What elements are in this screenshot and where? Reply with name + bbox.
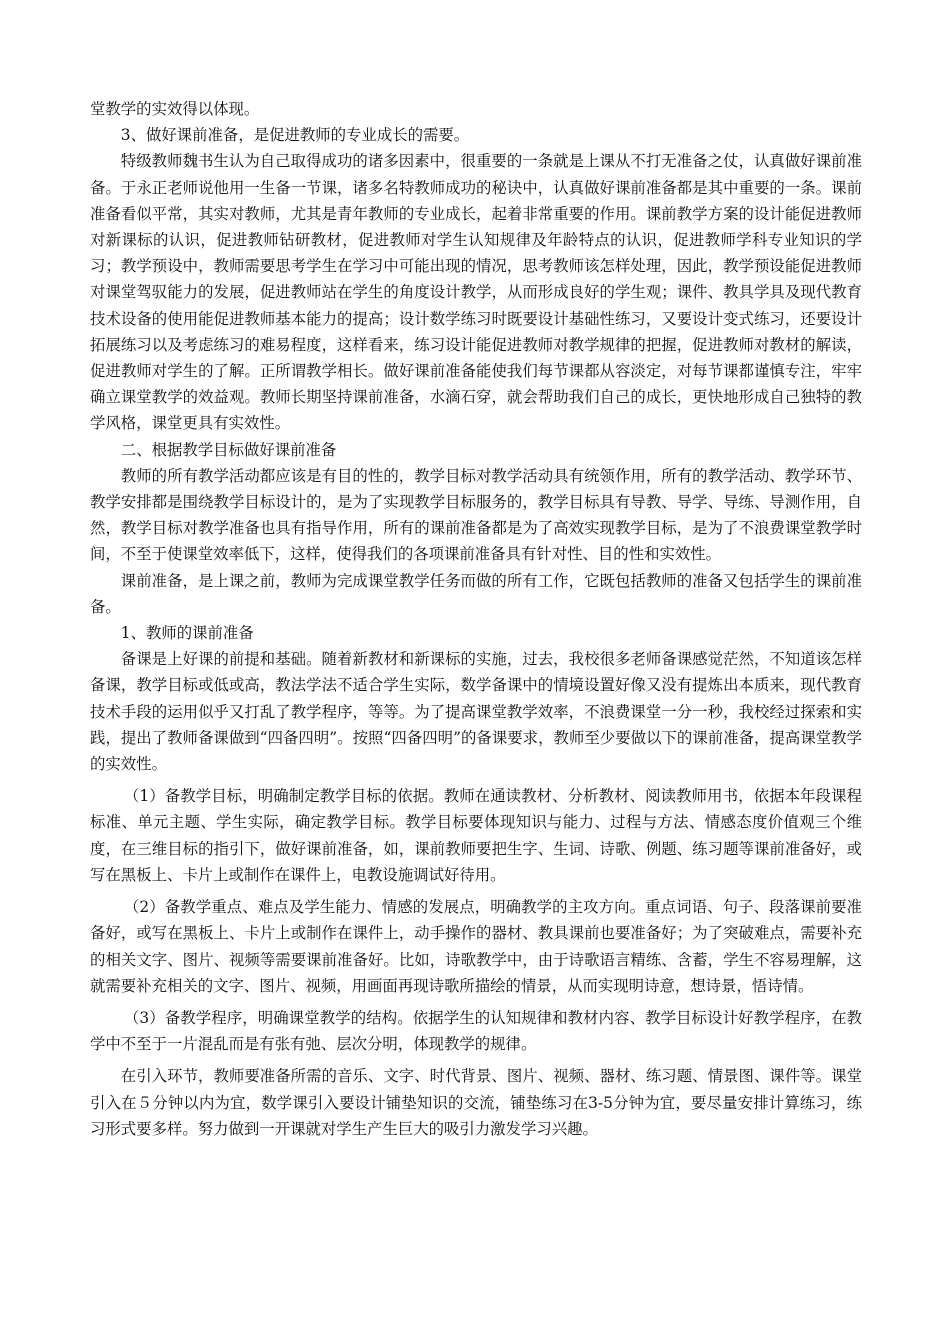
heading-1-teacher-preparation: 1、教师的课前准备 (120, 624, 254, 643)
paragraph-item-2: （2）备教学重点、难点及学生能力、情感的发展点，明确教学的主攻方向。重点词语、句子、段落课前要准备好，或写在黑板上、卡片上或制作在课件上，动手操作的器材、教具课前也要准备好；为了突破难点，需要补充的相关文字、图片、视频等需要课前准备好。比如，诗歌教学中，由于诗歌语言精练、含蓄，学生不容易理解，这就需要补充相关的文字、图片、视频，用画面再现诗歌所描绘的情景，从而实现明诗意，想诗景，悟诗情。 (90, 898, 862, 995)
section-heading-2: 二、根据教学目标做好课前准备 (120, 440, 337, 459)
paragraph-preparation-definition: 课前准备，是上课之前，教师为完成课堂教学任务而做的所有工作，它既包括教师的准备又包括学生的课前准备。 (90, 571, 862, 616)
paragraph-item-1: （1）备教学目标，明确制定教学目标的依据。教师在通读教材、分析教材、阅读教师用书，依据本年段课程标准、单元主题、学生实际，确定教学目标。教学目标要体现知识与能力、过程与方法、情感态度价值观三个维度，在三维目标的指引下，做好课前准备，如，课前教师要把生字、生词、诗歌、例题、练习题等课前准备好，或写在黑板上、卡片上或制作在课件上，电教设施调试好待用。 (90, 787, 862, 884)
paragraph-wei-shusheng: 特级教师魏书生认为自己取得成功的诸多因素中，很重要的一条就是上课从不打无准备之仗，认真做好课前准备。于永正老师说他用一生备一节课，诸多名特教师成功的秘诀中，认真做好课前准备都是其中重要的一条。课前准备看似平常，其实对教师，尤其是青年教师的专业成长，起着非常重要的作用。课前教学方案的设计能促进教师对新课标的认识，促进教师钻研教材，促进教师对学生认知规律及年龄特点的认识，促进教师学科专业知识的学习；教学预设中，教师需要思考学生在学习中可能出现的情况，思考教师该怎样处理，因此，教学预设能促进教师对课堂驾驭能力的发展，促进教师站在学生的角度设计教学，从而形成良好的学生观；课件、教具学具及现代教育技术设备的使用能促进教师基本能力的提高；设计数学练习时既要设计基础性练习，又要设计变式练习，还要设计拓展练习以及考虑练习的难易程度，这样看来，练习设计能促进教师对教学规律的把握，促进教师对教材的解读，促进教师对学生的了解。正所谓教学相长。做好课前准备能使我们每节课都从容淡定，对每节课都谨慎专注，牢牢确立课堂教学的效益观。教师长期坚持课前准备，水滴石穿，就会帮助我们自己的成长，更快地形成自己独特的教学风格，课堂更具有实效性。 (90, 152, 862, 433)
paragraph-teaching-goals: 教师的所有教学活动都应该是有目的性的，教学目标对教学活动具有统领作用，所有的教学活动、教学环节、教学安排都是围绕教学目标设计的，是为了实现教学目标服务的，教学目标具有导教、导学、导练、导测作用，自然，教学目标对教学准备也具有指导作用，所有的课前准备都是为了高效实现教学目标，是为了不浪费课堂教学时间，不至于使课堂效率低下，这样，使得我们的各项课前准备具有针对性、目的性和实效性。 (90, 466, 862, 564)
paragraph-continuation: 堂教学的实效得以体现。 (90, 100, 260, 118)
heading-3-teacher-growth: 3、做好课前准备，是促进教师的专业成长的需要。 (120, 126, 470, 145)
paragraph-introduction-phase: 在引入环节，教师要准备所需的音乐、文字、时代背景、图片、视频、器材、练习题、情景图、课件等。课堂引入在５分钟以内为宜，数学课引入要设计铺垫知识的交流，铺垫练习在3-5分钟为宜，要尽量安排计算练习，练习形式要多样。努力做到一开课就对学生产生巨大的吸引力激发学习兴趣。 (90, 1067, 862, 1138)
paragraph-lesson-planning: 备课是上好课的前提和基础。随着新教材和新课标的实施，过去，我校很多老师备课感觉茫然，不知道该怎样备课，教学目标或低或高，教法学法不适合学生实际，数学备课中的情境设置好像又没有提炼出本质来，现代教育技术手段的运用似乎又打乱了教学程序，等等。为了提高课堂教学效率，不浪费课堂一分一秒，我校经过探索和实践，提出了教师备课做到“四备四明”。按照“四备四明”的备课要求，教师至少要做以下的课前准备，提高课堂教学的实效性。 (90, 650, 862, 774)
paragraph-item-3: （3）备教学程序，明确课堂教学的结构。依据学生的认知规律和教材内容、教学目标设计好教学程序，在教学中不至于一片混乱而是有张有弛、层次分明，体现教学的规律。 (90, 1008, 862, 1054)
document-page (90, 96, 862, 1142)
